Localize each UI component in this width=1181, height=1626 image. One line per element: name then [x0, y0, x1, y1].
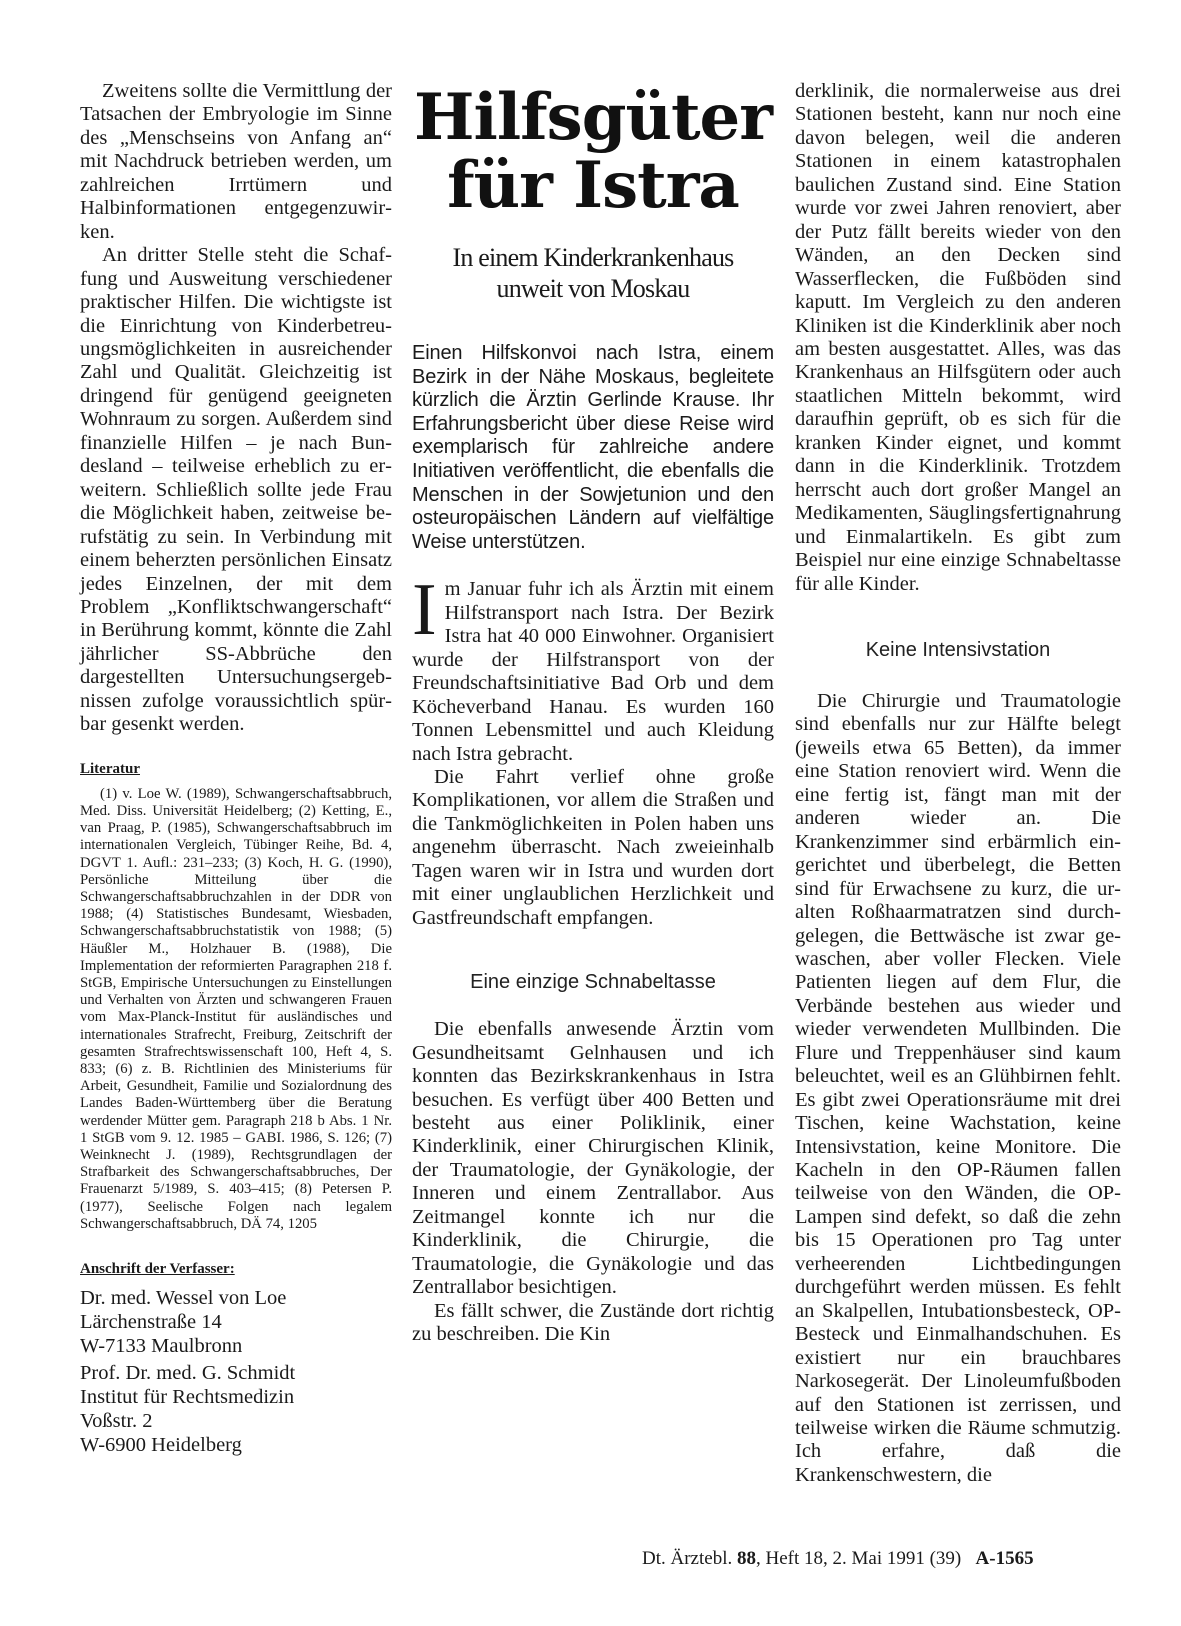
lead-paragraph: Einen Hilfskonvoi nach Istra, einem Bezirk in der Nähe Moskaus, begleitete kürzlich die Ärztin Gerlinde Krause. Ihr Erfahrungsbericht über diese Reise wird exemplarisch für zahlreiche andere Initiativen veröffentlicht, die ebenfalls die Menschen in der Sowjetunion und den osteuropäischen Ländern auf vielfältige Weise unterstützen. — [412, 342, 774, 553]
address-line: Prof. Dr. med. G. Schmidt — [80, 1361, 296, 1384]
author-address-2 — [80, 1361, 392, 1457]
section-heading: Keine Intensivstation — [865, 638, 1051, 661]
address-line: Dr. med. Wessel von Loe — [80, 1286, 287, 1309]
title-line: Hilfsgüter — [414, 80, 772, 155]
author-address-1 — [80, 1286, 392, 1358]
column-right — [795, 80, 1121, 1487]
body-paragraph: Es fällt schwer, die Zustände dort richtig zu beschreiben. Die Kin — [412, 1299, 774, 1346]
address-line: W-7133 Maulbronn — [80, 1334, 243, 1357]
references-list: (1) v. Loe W. (1989), Schwangerschaftsabbruch, Med. Diss. Universität Heidelberg; (2) Ketting, E., van Praag, P. (1985), Schwangerschaftsabbruch im internationalen Vergleich, Tübinger Reihe, Bd. 4, DGVT 1. Aufl.: 231–233; (3) Koch, H. G. (1990), Persönliche Mitteilung über die Schwangerschaftsabbruchzahlen in der DDR von 1988; (4) Statistisches Bundesamt, Wiesbaden, Schwangerschaftsabbruchstatistik von 1988; (5) Häußler M., Holzhauer B. (1988), Die Implementation der reformierten Paragraphen 218 f. StGB, Empirische Untersuchungen zu Einstellungen und Verhalten von Ärzten und schwangeren Frauen vom Max-Planck-Institut für ausländisches und internationales Strafrecht, Freiburg, Zeitschrift der gesamten Strafrechtswissenschaft 100, Heft 4, S. 833; (6) z. B. Richtlinien des Ministeriums für Arbeit, Gesundheit, Familie und Sozialordnung des Landes Baden-Württemberg über die Beratung werdender Mütter gem. Paragraph 218 b Abs. 1 Nr. 1 StGB vom 9. 12. 1985 – GABI. 1986, S. 126; (7) Weinknecht J. (1989), Rechtsgrundlagen der Strafbarkeit des Schwangerschaftsabbruches, Der Frauenarzt 5/1989, S. 403–415; (8) Petersen P. (1977), Seelische Folgen nach legalem Schwangerschaftsabbruch, DÄ 74, 1205 — [80, 785, 392, 1232]
section-heading: Eine einzige Schnabeltasse — [470, 971, 716, 994]
column-middle — [412, 80, 774, 1346]
opening-paragraph — [412, 569, 774, 766]
literature-heading: Literatur — [80, 760, 140, 777]
address-line: Institut für Rechtsmedizin — [80, 1385, 295, 1408]
body-paragraph: An dritter Stelle steht die Schaffung und Ausweitung verschiedener praktischer Hilfen. Die wichtigste ist die Einrichtung von Kinderbetreuungsmöglichkeiten in ausreichender Zahl und Qualität. Gleichzeitig ist dringend für genügend geeigneten Wohnraum zu sorgen. Außerdem sind finanzielle Hilfen – je nach Bundesland – teilweise erheblich zu erweitern. Schließlich sollte jede Frau die Möglichkeit haben, zeitweise berufstätig zu sein. In Verbindung mit einem beherzten persönlichen Einsatz jedes Einzelnen, der mit dem Problem „Konfliktschwangerschaft“ in Berührung kommt, könnte die Zahl jährlicher SS-Abbrüche den dargestellten Untersuchungsergebnissen zufolge voraussichtlich spürbar gesenkt werden. — [80, 244, 392, 736]
address-line: Voßstr. 2 — [80, 1409, 153, 1432]
address-line: Lärchenstraße 14 — [80, 1310, 222, 1333]
column-left — [80, 80, 392, 1457]
page-footer — [642, 1548, 1034, 1570]
subtitle-line: In einem Kinderkrankenhaus — [452, 243, 734, 272]
body-paragraph: Zweitens sollte die Vermittlung der Tatsachen der Embryologie im Sinne des „Menschseins von Anfang an“ mit Nachdruck betrieben werden, um zahlreichen Irrtümern und Halbinformationen entgegenzuwirken. — [80, 80, 392, 243]
subtitle-line: unweit von Moskau — [496, 274, 690, 303]
body-paragraph: Die Fahrt verlief ohne große Komplikationen, vor allem die Straßen und die Tankmöglichkeiten in Polen haben uns angenehm überrascht. Nach zweieinhalb Tagen waren wir in Istra und wurden dort mit einer unglaublichen Herzlichkeit und Gastfreundschaft empfangen. — [412, 765, 774, 929]
title-line: für Istra — [447, 148, 739, 223]
article-title — [412, 80, 774, 223]
journal-volume: 88 — [736, 1548, 756, 1569]
body-paragraph: Die ebenfalls anwesende Ärztin vom Gesundheitsamt Gelnhausen und ich konnten das Bezirkskrankenhaus in Istra besuchen. Es verfügt über 400 Betten und besteht aus einer Poliklinik, einer Kinderklinik, einer Chirurgischen Klinik, der Traumatologie, der Gynäkologie, der Inneren und einem Zentrallabor. Aus Zeitmangel konnte ich nur die Kinderklinik, die Chirurgie, die Traumatologie, die Gynäkologie und das Zentrallabor besichtigen. — [412, 1018, 774, 1299]
issue-date: , Heft 18, 2. Mai 1991 (39) — [755, 1548, 962, 1569]
drop-cap: I — [412, 569, 437, 652]
address-line: W-6900 Heidelberg — [80, 1433, 242, 1456]
page-number: A-1565 — [975, 1548, 1034, 1569]
body-paragraph: derklinik, die normalerweise aus drei Stationen besteht, kann nur noch eine davon belegen, weil die anderen Stationen in einem katastrophalen baulichen Zustand sind. Eine Station wurde vor zwei Jahren renoviert, aber der Putz fällt bereits wieder von den Wänden, an den Decken sind Wasserflecken, die Fußböden sind kaputt. Im Vergleich zu den anderen Kliniken ist die Kinderklinik aber noch am besten ausgestattet. Alles, was das Krankenhaus an Hilfsgütern oder auch staatlichen Mitteln bekommt, wird daraufhin geprüft, ob es sich für die kranken Kinder eignet, und kommt dann in die Kinderklinik. Trotzdem herrscht auch dort großer Mangel an Medikamenten, Säuglingsfertignahrung und Einmalartikeln. Es gibt zum Beispiel nur eine einzige Schnabeltasse für alle Kinder. — [795, 80, 1121, 595]
address-heading: Anschrift der Verfasser: — [80, 1260, 235, 1277]
article-subtitle — [412, 242, 774, 304]
body-paragraph: Die Chirurgie und Traumatologie sind ebenfalls nur zur Hälfte belegt (jeweils etwa 65 Betten), da immer eine Station renoviert wird. Wenn die eine fertig ist, fängt man mit der anderen wieder an. Die Krankenzimmer sind erbärmlich eingerichtet und überbelegt, die Betten sind für Erwachsene zu kurz, die uralten Roßhaarmatratzen sind durchgelegen, die Bettwäsche ist zwar gewaschen, aber voller Flecken. Viele Patienten liegen auf dem Flur, die Verbände bestehen aus wieder und wieder verwendeten Mullbinden. Die Flure und Treppenhäuser sind kaum beleuchtet, weil es an Glühbirnen fehlt. Es gibt zwei Operationsräume mit drei Tischen, keine Wachstation, keine Intensivstation, keine Monitore. Die Kacheln in den OP-Räumen fallen teilweise von den Wänden, die OP-Lampen sind defekt, so daß die zehn bis 15 Operationen pro Tag unter verheerenden Lichtbedingungen durchgeführt werden müssen. Es fehlt an Skalpellen, Intubationsbesteck, OP-Besteck und Einmalhandschuhen. Es existiert nur ein brauchbares Narkosegerät. Der Linoleumfußboden auf den Stationen ist zerrissen, und teilweise wirken die Räume schmutzig. Ich erfahre, daß die Krankenschwestern, die — [795, 689, 1121, 1486]
body-paragraph: m Januar fuhr ich als Ärztin mit einem Hilfstransport nach Istra. Der Bezirk Istra hat 40 000 Einwohner. Organisiert wurde der Hilfstransport von der Freundschaftsinitiative Bad Orb und dem Köcheverband Hanau. Es wurden 160 Tonnen Lebensmittel und auch Kleidung nach Istra gebracht. — [412, 578, 774, 765]
journal-name: Dt. Ärztebl. — [642, 1548, 733, 1569]
